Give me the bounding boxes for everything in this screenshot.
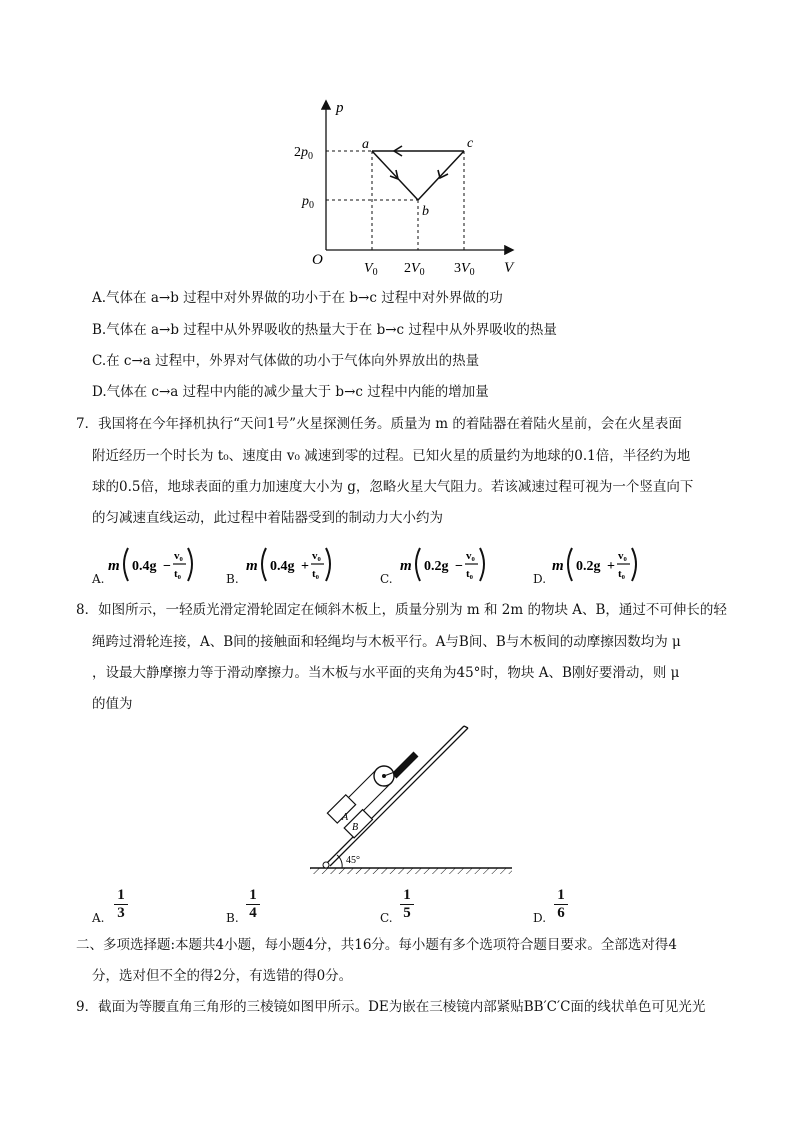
q7-option-d-formula bbox=[552, 544, 642, 584]
svg-text:0.4g: 0.4g bbox=[270, 559, 295, 574]
hinge bbox=[323, 862, 329, 868]
tick-2p0: $2p_0$ bbox=[294, 145, 313, 162]
angle-label: 45° bbox=[346, 855, 360, 866]
q6-option-d: D.气体在 c→a 过程中内能的减少量大于 b→c 过程中内能的增加量 bbox=[92, 384, 489, 400]
q6-option-b: B.气体在 a→b 过程中从外界吸收的热量大于在 b→c 过程中从外界吸收的热量 bbox=[92, 322, 557, 338]
q8-line-1: 8．如图所示，一轻质光滑定滑轮固定在倾斜木板上，质量分别为 m 和 2m 的物块 A、B，通过不可伸长的轻 bbox=[76, 602, 727, 618]
svg-text:−: − bbox=[163, 559, 171, 574]
svg-text:t₀: t₀ bbox=[312, 568, 319, 580]
block-b bbox=[344, 810, 372, 838]
block-b-label: B bbox=[352, 822, 359, 833]
svg-text:+: + bbox=[607, 559, 615, 574]
svg-text:v₀: v₀ bbox=[618, 550, 627, 562]
tick-3v0: $3V_0$ bbox=[454, 261, 475, 278]
section2-line-2: 分，选对但不全的得2分，有选错的得0分。 bbox=[92, 968, 353, 984]
q8-line-3: ，设最大静摩擦力等于滑动摩擦力。当木板与水平面的夹角为45°时，物块 A、B刚好要滑动，则 μ bbox=[92, 665, 680, 681]
origin-label: O bbox=[312, 252, 323, 268]
q7-line-2: 附近经历一个时长为 t₀、速度由 v₀ 减速到零的过程。已知火星的质量约为地球的0.1倍，半径约为地 bbox=[92, 448, 691, 464]
q7-line-3: 球的0.5倍，地球表面的重力加速度大小为 g，忽略火星大气阻力。若该减速过程可视为一个竖直向下 bbox=[92, 479, 694, 495]
q6-option-c: C.在 c→a 过程中，外界对气体做的功小于气体向外界放出的热量 bbox=[92, 353, 480, 369]
svg-text:0.2g: 0.2g bbox=[576, 559, 601, 574]
q7-option-a-formula bbox=[108, 544, 198, 584]
point-b-label: b bbox=[422, 204, 429, 219]
q8-line-2: 绳跨过滑轮连接，A、B间的接触面和轻绳均与木板平行。A与B间、B与木板间的动摩擦因数均为 μ bbox=[92, 634, 681, 650]
pv-diagram bbox=[290, 92, 530, 282]
q7-option-b-letter: B. bbox=[226, 572, 239, 586]
q8-option-b-letter: B. bbox=[226, 911, 239, 925]
axis-p-label: p bbox=[336, 100, 344, 116]
q7-line-1: 7．我国将在今年择机执行“天问1号”火星探测任务。质量为 m 的着陆器在着陆火星前，会在火星表面 bbox=[76, 416, 682, 432]
svg-text:t₀: t₀ bbox=[466, 568, 473, 580]
q7-option-c-letter: C. bbox=[380, 572, 393, 586]
svg-text:0.4g: 0.4g bbox=[132, 559, 157, 574]
q8-option-d-fraction: $\frac{1}{6}$ bbox=[554, 887, 568, 922]
svg-text:m: m bbox=[552, 558, 564, 574]
svg-text:v₀: v₀ bbox=[174, 550, 183, 562]
svg-text:m: m bbox=[400, 558, 412, 574]
q7-line-4: 的匀减速直线运动，此过程中着陆器受到的制动力大小约为 bbox=[92, 510, 443, 526]
q7-option-a-letter: A. bbox=[92, 572, 105, 586]
q8-line-4: 的值为 bbox=[92, 696, 133, 712]
q6-option-a: A.气体在 a→b 过程中对外界做的功小于在 b→c 过程中对外界做的功 bbox=[92, 290, 503, 306]
q8-option-d-letter: D. bbox=[533, 911, 547, 925]
section2-line-1: 二、多项选择题:本题共4小题，每小题4分，共16分。每小题有多个选项符合题目要求。全部选对得4 bbox=[76, 937, 677, 953]
svg-text:t₀: t₀ bbox=[174, 568, 181, 580]
q7-option-d-letter: D. bbox=[533, 572, 547, 586]
tick-p0: $p_0$ bbox=[302, 194, 314, 211]
q7-option-b-formula bbox=[246, 544, 336, 584]
svg-text:−: − bbox=[455, 559, 463, 574]
process-a-b bbox=[372, 151, 418, 200]
q8-option-b-fraction: $\frac{1}{4}$ bbox=[246, 887, 260, 922]
svg-text:+: + bbox=[301, 559, 309, 574]
svg-text:m: m bbox=[108, 558, 120, 574]
svg-text:0.2g: 0.2g bbox=[424, 559, 449, 574]
point-a-label: a bbox=[362, 137, 369, 152]
axis-v-label: V bbox=[504, 260, 514, 276]
tick-2v0: $2V_0$ bbox=[404, 261, 425, 278]
svg-text:t₀: t₀ bbox=[618, 568, 625, 580]
incline-figure bbox=[306, 720, 516, 880]
point-c-label: c bbox=[467, 136, 474, 151]
pulley-mount bbox=[394, 754, 416, 776]
process-b-c bbox=[418, 151, 464, 200]
q9-line-1: 9．截面为等腰直角三角形的三棱镜如图甲所示。DE为嵌在三棱镜内部紧贴BB′C′C面的线状单色可见光光 bbox=[76, 999, 706, 1015]
svg-text:v₀: v₀ bbox=[466, 550, 475, 562]
q8-option-a-fraction: $\frac{1}{3}$ bbox=[114, 887, 128, 922]
svg-text:m: m bbox=[246, 558, 258, 574]
svg-text:v₀: v₀ bbox=[312, 550, 321, 562]
block-a-label: A bbox=[342, 812, 349, 823]
q7-option-c-formula bbox=[400, 544, 490, 584]
q8-option-a-letter: A. bbox=[92, 911, 105, 925]
q8-option-c-fraction: $\frac{1}{5}$ bbox=[400, 887, 414, 922]
q8-option-c-letter: C. bbox=[380, 911, 393, 925]
tick-v0: $V_0$ bbox=[364, 261, 378, 278]
